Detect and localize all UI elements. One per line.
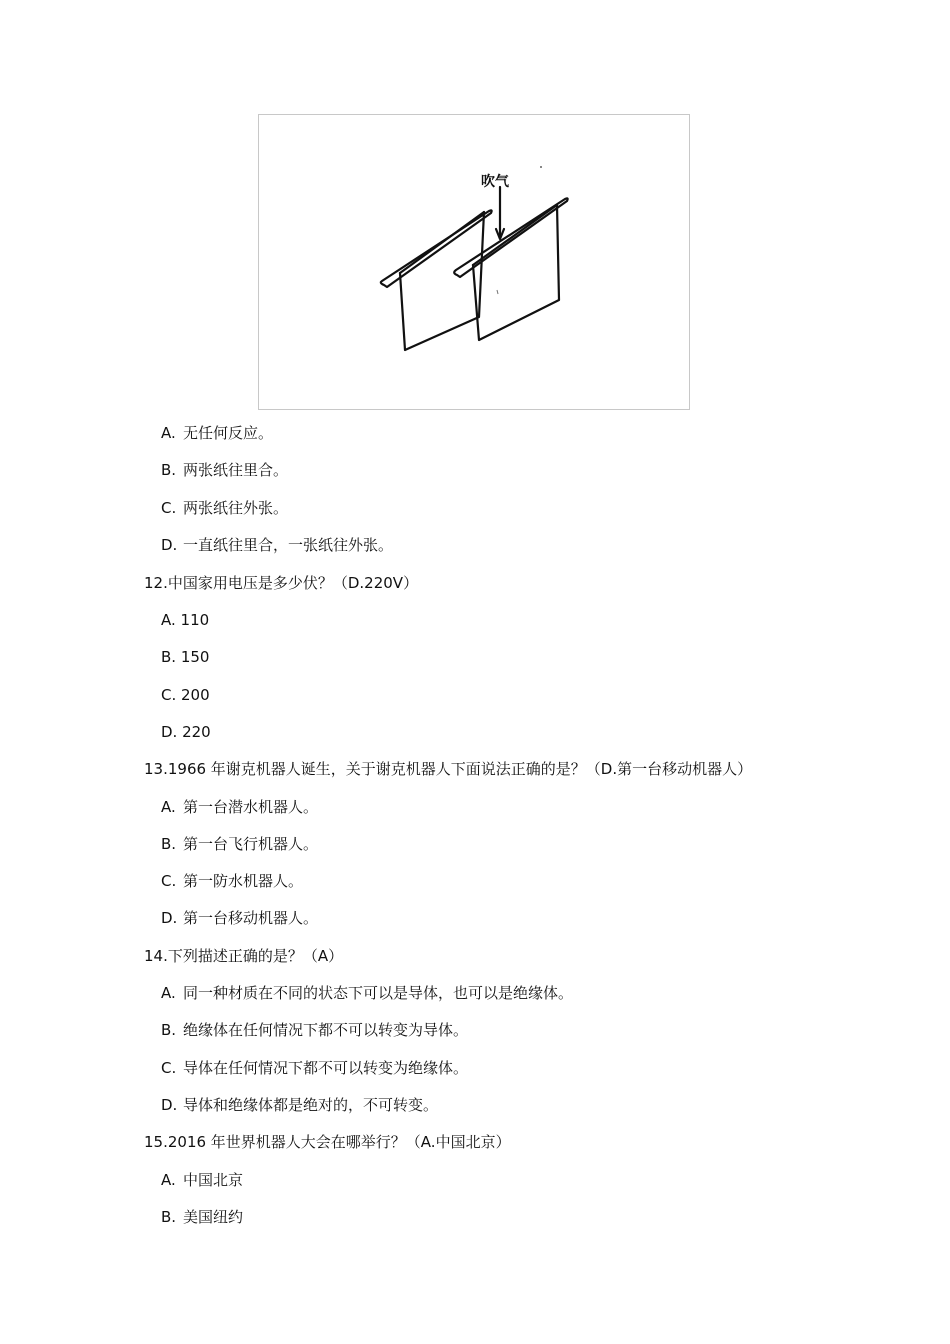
q13-option-a: A. 第一台潜水机器人。: [161, 798, 319, 816]
q12-option-b: B. 150: [161, 648, 210, 666]
blow-label: 吹气: [481, 174, 509, 190]
question-15: 15.2016 年世界机器人大会在哪举行？（A.中国北京）: [144, 1133, 511, 1151]
q15-option-a: A. 中国北京: [161, 1171, 244, 1189]
q13-option-c: C. 第一防水机器人。: [161, 872, 304, 890]
paper-sheets-drawing: [259, 115, 691, 411]
q12-option-d: D. 220: [161, 723, 211, 741]
front-sheet: [473, 205, 559, 340]
q12-option-a: A. 110: [161, 611, 210, 629]
back-sheet: [400, 212, 484, 350]
q12-option-c: C. 200: [161, 686, 210, 704]
q14-option-a: A. 同一种材质在不同的状态下可以是导体，也可以是绝缘体。: [161, 984, 574, 1002]
q13-option-d: D. 第一台移动机器人。: [161, 909, 319, 927]
question-13: 13.1966 年谢克机器人诞生，关于谢克机器人下面说法正确的是？（D.第一台移动机器人）: [144, 760, 753, 778]
q11-option-c: C. 两张纸往外张。: [161, 499, 289, 517]
q14-option-c: C. 导体在任何情况下都不可以转变为绝缘体。: [161, 1059, 469, 1077]
q14-option-d: D. 导体和绝缘体都是绝对的，不可转变。: [161, 1096, 439, 1114]
question-12: 12.中国家用电压是多少伏？（D.220V）: [144, 574, 419, 592]
q14-option-b: B. 绝缘体在任何情况下都不可以转变为导体。: [161, 1021, 469, 1039]
question-14: 14.下列描述正确的是？（A）: [144, 947, 344, 965]
q13-option-b: B. 第一台飞行机器人。: [161, 835, 319, 853]
q11-option-b: B. 两张纸往里合。: [161, 461, 289, 479]
q11-option-d: D. 一直纸往里合，一张纸往外张。: [161, 536, 394, 554]
back-rod: [381, 210, 492, 287]
paper-blowing-figure: [258, 114, 690, 410]
q11-option-a: A. 无任何反应。: [161, 424, 274, 442]
q15-option-b: B. 美国纽约: [161, 1208, 244, 1226]
